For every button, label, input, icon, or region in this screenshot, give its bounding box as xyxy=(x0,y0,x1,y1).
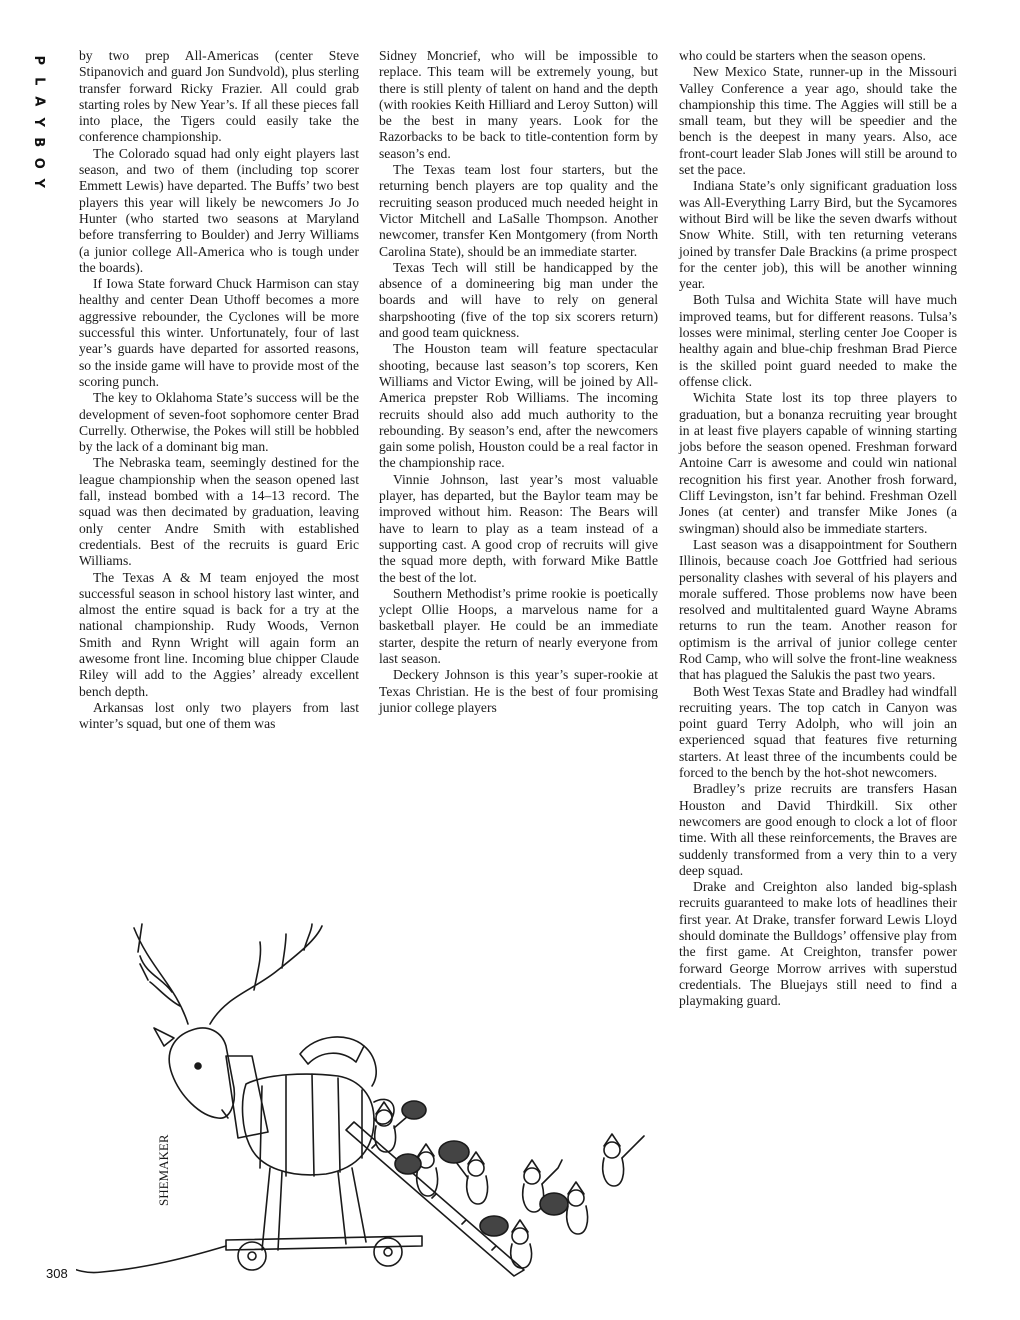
open-hatch xyxy=(300,1037,364,1064)
santa-figure xyxy=(603,1134,644,1186)
paragraph: Last season was a disappointment for Southern Illinois, because coach Joe Gottfried had serious personality clashes with several of his players and morale suffered. Those problems now have been resolved and multitalented guard Wayne Abrams returns to run the team. Another reason for optimism is the arrival of junior college center Rod Camp, who will solve the front-line weakness that has plagued the Salukis the past two years. xyxy=(679,536,957,683)
side-title-letter: A xyxy=(31,96,47,107)
side-title-letter: Y xyxy=(31,117,47,127)
paragraph: by two prep All-Americas (center Steve Stipanovich and guard Jon Sundvold), plus sterling transfer forward Ricky Frazier. All could grab starting roles by New Year’s. If all these pieces fall into place, the Tigers could easily take the conference championship. xyxy=(79,48,359,145)
reindeer-head xyxy=(169,1028,234,1118)
paragraph: The key to Oklahoma State’s success will be the development of seven-foot sophomore center Brad Currelly. Otherwise, the Pokes will still be hobbled by the lack of a dominant big man. xyxy=(79,390,359,455)
paragraph: Deckery Johnson is this year’s super-rookie at Texas Christian. He is the best of four promising junior college players xyxy=(379,667,658,715)
text-column-2 xyxy=(379,48,658,716)
side-title-letter: P xyxy=(31,55,47,66)
paragraph: Indiana State’s only significant graduation loss was All-Everything Larry Bird, but the Sycamores without Bird will be like the seven dwarfs without Snow White. Still, with ten returning veterans joined by transfer Dale Brackins (a prime prospect for the center job), this will be another winning year. xyxy=(679,178,957,292)
paragraph: Drake and Creighton also landed big-splash recruits guaranteed to make lots of headlines their first year. At Drake, transfer forward Lewis Lloyd should dominate the Bulldogs’ offensive play from the first game. At Creighton, transfer power forward George Morrow arrives with superstud credentials. The Bluejays still need to find a playmaking guard. xyxy=(679,879,957,1009)
paragraph: The Texas team lost four starters, but the returning bench players are top quality and the recruiting season produced much needed height in Victor Mitchell and LaSalle Thompson. Another newcomer, transfer Ken Montgomery (from North Carolina State), should be an immediate starter. xyxy=(379,162,658,259)
santa-figure xyxy=(480,1216,532,1268)
magazine-side-title xyxy=(27,50,49,194)
artist-signature: SHEMAKER xyxy=(156,1134,171,1206)
side-title-letter: L xyxy=(31,76,47,85)
paragraph: The Texas A & M team enjoyed the most successful season in school history last winter, and almost the entire squad is back for a try at the national championship. Rudy Woods, Vernon Smith and Rynn Wright will again form an awesome front line. Incoming blue chipper Claude Riley will add to the Aggies’ already excellent bench depth. xyxy=(79,569,359,699)
text-column-3 xyxy=(679,48,957,1010)
text-column-1 xyxy=(79,48,359,732)
paragraph: Vinnie Johnson, last year’s most valuable player, has departed, but the Baylor team may be improved without him. Reason: The Bears will have to learn to play as a team instead of a supporting cast. A good crop of recruits will give the squad more depth, with forward Mike Battle the best of the lot. xyxy=(379,471,658,585)
paragraph: The Colorado squad had only eight players last season, and two of them (including top scorer Emmett Lewis) have departed. The Buffs’ two best players this year will likely be newcomers Jo Jo Hunter (who started two seasons at Maryland before transferring to Boulder) and Jerry Williams (a junior college All-America who is tough under the boards). xyxy=(79,145,359,275)
wheel xyxy=(374,1238,402,1266)
pull-rope xyxy=(76,1246,226,1273)
paragraph: Bradley’s prize recruits are transfers Hasan Houston and David Thirdkill. Six other newcomers are good enough to clock a lot of floor time. With all these reinforcements, the Braves are suddenly transformed from a very thin to a very deep squad. xyxy=(679,781,957,878)
paragraph: Both Tulsa and Wichita State will have much improved teams, but for different reasons. Tulsa’s losses were minimal, sterling center Joe Cooper is healthy again and blue-chip freshman Brad Pierce is the skilled point guard needed to make the offense click. xyxy=(679,292,957,389)
paragraph: The Nebraska team, seemingly destined for the league championship when the season opened last fall, instead bombed with a 14–13 record. The squad was then decimated by graduation, leaving only center Andre Smith with established credentials. Best of the recruits is guard Eric Williams. xyxy=(79,455,359,569)
trojan-reindeer-cartoon xyxy=(76,906,668,1286)
side-title-letter: Y xyxy=(31,178,47,188)
wheel xyxy=(238,1242,266,1270)
paragraph: Wichita State lost its top three players to graduation, but a bonanza recruiting year brought in at least five players capable of winning starting jobs before the season opened. Freshman forward Antoine Carr is awesome and could win national recognition his first year. Another frosh forward, Cliff Levingston, isn’t far behind. Freshman Ozell Jones (at center) and transfer Mike Jones (a swingman) should also be immediate starters. xyxy=(679,390,957,536)
paragraph: The Houston team will feature spectacular shooting, because last season’s top scorers, Ken Williams and Victor Ewing, will be joined by All-America prepster Rob Williams. The incoming recruits should also add much authority to the rebounding. By season’s end, after the newcomers gain some polish, Houston could be a real factor in the championship race. xyxy=(379,341,658,471)
side-title-letter: O xyxy=(31,157,47,169)
paragraph: Arkansas lost only two players from last winter’s squad, but one of them was xyxy=(79,699,359,732)
santa-figure xyxy=(540,1182,588,1234)
paragraph: Both West Texas State and Bradley had windfall recruiting years. The top catch in Canyon was point guard Terry Adolph, who will join an experienced squad that features five returning starters. At least three of the incumbents could be forced to the bench by the hot-shot newcomers. xyxy=(679,683,957,781)
paragraph: New Mexico State, runner-up in the Missouri Valley Conference a year ago, should take the championship this time. The Aggies will still be a small team, but they will be speedier and the bench is the deepest in many years. Also, ace front-court leader Slab Jones will still be around to set the pace. xyxy=(679,64,957,178)
cartoon-drawing xyxy=(76,906,668,1286)
ramp xyxy=(346,1122,524,1276)
paragraph: Sidney Moncrief, who will be impossible to replace. This team will be extremely young, but there is still plenty of talent on hand and the depth (with rookies Keith Hilliard and Leroy Sutton) will be the best in many years. Look for the Razorbacks to be back to title-contention form by season’s end. xyxy=(379,48,658,161)
paragraph: Southern Methodist’s prime rookie is poetically yclept Ollie Hoops, a marvelous name for a basketball player. He could be an immediate starter, despite the return of nearly everyone from last season. xyxy=(379,585,658,666)
santa-figure xyxy=(375,1101,426,1152)
paragraph: Texas Tech will still be handicapped by the absence of a domineering big man under the boards and will have to rely on general sharpshooting (five of the top six scorers return) and good team quickness. xyxy=(379,259,658,341)
antler-right xyxy=(210,924,322,1024)
paragraph: If Iowa State forward Chuck Harmison can stay healthy and center Dean Uthoff becomes a more aggressive rebounder, the Cyclones will be more successful this winter. Unfortunately, four of last year’s guards have departed for assorted reasons, so the inside game will have to provide most of the scoring punch. xyxy=(79,276,359,389)
santa-figure xyxy=(439,1141,488,1204)
side-title-letter: B xyxy=(31,137,47,148)
paragraph: who could be starters when the season opens. xyxy=(679,48,926,63)
page-number: 308 xyxy=(46,1266,68,1281)
antler-left xyxy=(134,924,188,1024)
